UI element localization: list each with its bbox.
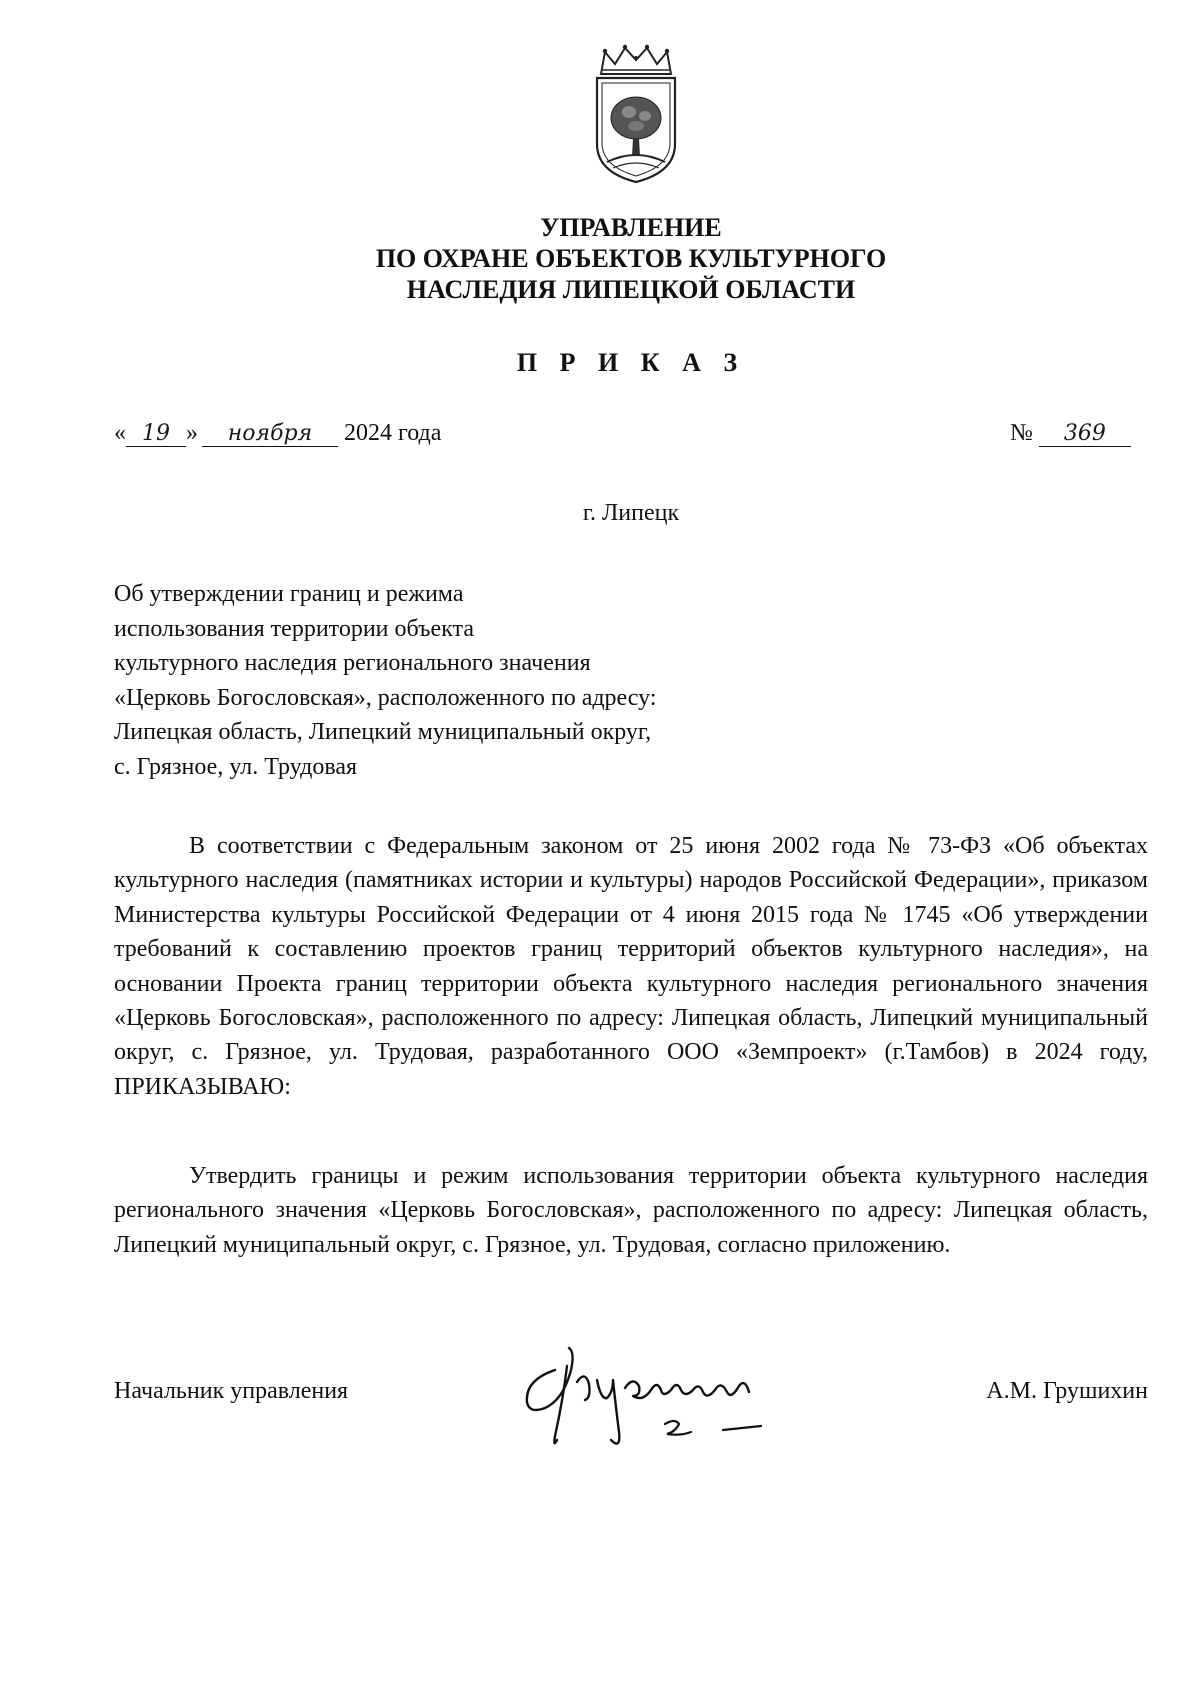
number-sign: № (1010, 420, 1033, 446)
date-month: ноября (202, 421, 338, 447)
subject-line6: с. Грязное, ул. Трудовая (114, 753, 358, 780)
signer-position: Начальник управления (114, 1378, 349, 1404)
coat-of-arms-emblem (591, 44, 681, 184)
number-value: 369 (1039, 421, 1131, 447)
org-title-line2: ПО ОХРАНЕ ОБЪЕКТОВ КУЛЬТУРНОГО (375, 244, 887, 273)
handwritten-signature (515, 1340, 835, 1460)
body-paragraph-preamble: В соответствии с Федеральным законом от 25 июня 2002 года № 73-ФЗ «Об объектах культурного наследия (памятниках истории и культуры) народов Российской Федерации», приказом Министерства культуры Российской Федерации от 4 июня 2015 года № 1745 «Об утверждении требований к составлению проектов границ территорий объектов культурного наследия», на основании Проекта границ территории объекта культурного наследия регионального значения «Церковь Богословская», расположенного по адресу: Липецкая область, Липецкий муниципальный округ, с. Грязное, ул. Трудовая, разработанного ООО «Земпроект» (г.Тамбов) в 2024 году, ПРИКАЗЫВАЮ: (114, 833, 1148, 1100)
date-year: 2024 года (344, 420, 442, 446)
body-paragraph-decision: Утвердить границы и режим использования территории объекта культурного наследия регионального значения «Церковь Богословская», расположенного по адресу: Липецкая область, Липецкий муниципальный округ, с. Грязное, ул. Трудовая, согласно приложению. (114, 1163, 1148, 1258)
subject-line3: культурного наследия регионального значения (114, 650, 591, 677)
org-title-line1: УПРАВЛЕНИЕ (540, 213, 722, 242)
city-line: г. Липецк (582, 500, 680, 526)
date-day: 19 (126, 421, 186, 447)
order-number (1010, 420, 1131, 447)
date-open-quote: « (114, 420, 126, 446)
signer-name: А.М. Грушихин (986, 1378, 1148, 1404)
subject-line1: Об утверждении границ и режима (114, 581, 464, 607)
org-title-line3: НАСЛЕДИЯ ЛИПЕЦКОЙ ОБЛАСТИ (406, 275, 856, 304)
subject-line2: использования территории объекта (114, 615, 474, 642)
order-subject (114, 577, 854, 785)
date-close-quote: » (186, 420, 198, 446)
subject-line5: Липецкая область, Липецкий муниципальный округ, (114, 719, 652, 746)
order-date (114, 420, 441, 447)
organization-title (0, 212, 1200, 305)
subject-line4: «Церковь Богословская», расположенного по адресу: (114, 684, 657, 711)
document-type-heading: П Р И К А З (516, 348, 746, 377)
